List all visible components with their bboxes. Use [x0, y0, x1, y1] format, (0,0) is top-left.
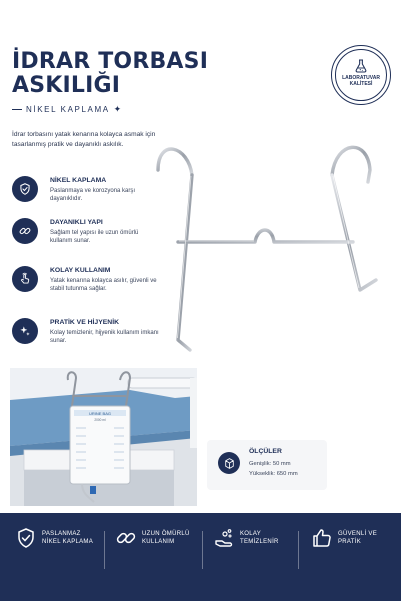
subtitle-divider [12, 109, 22, 110]
feature-durable [12, 218, 162, 268]
bag-label: URINE BAG [88, 411, 112, 416]
thumbs-up-icon [310, 526, 334, 550]
sparkle-icon: ✦ [113, 103, 122, 114]
shield-check-icon [14, 526, 38, 550]
feature-title: KOLAY KULLANIM [50, 267, 111, 274]
feature-easy-use [12, 266, 162, 316]
page-title [12, 50, 232, 98]
footer-label: UZUN ÖMÜRLÜ KULLANIM [142, 531, 190, 545]
bag-capacity: 2000 ml [94, 418, 106, 422]
feature-desc: Yatak kenarına kolayca asılır, güvenli ve stabil tutunma sağlar. [50, 278, 157, 293]
subtitle-row [12, 103, 132, 115]
footer-separator [104, 531, 105, 569]
hanger-product-image [150, 130, 400, 355]
dimensions-card [207, 440, 327, 490]
footer-separator [202, 531, 203, 569]
badge-line-1: LABORATUVAR [342, 74, 380, 81]
hand-wash-icon [212, 526, 236, 550]
shield-check-icon [12, 176, 38, 202]
link-icon [12, 218, 38, 244]
link-icon [114, 526, 138, 550]
hospital-bed-photo [10, 368, 197, 506]
footer-item-durable [114, 523, 190, 593]
footer-label: PASLANMAZ NİKEL KAPLAMA [42, 531, 94, 545]
feature-title: PRATİK VE HİJYENİK [50, 319, 119, 326]
cube-icon [218, 452, 240, 474]
title-line-1: İDRAR TORBASI [12, 49, 209, 74]
feature-title: NİKEL KAPLAMA [50, 177, 107, 184]
footer-label: GÜVENLİ VE PRATİK [338, 531, 378, 545]
hospital-bed-illustration [10, 368, 197, 506]
sparkles-icon [12, 318, 38, 344]
footer-item-safe [310, 523, 386, 593]
badge-line-2: KALİTESİ [349, 80, 373, 87]
feature-desc: Sağlam tel yapısı ile uzun ömürlü kullanım sunar. [50, 230, 139, 245]
footer-bar [0, 513, 401, 601]
feature-title: DAYANIKLI YAPI [50, 219, 103, 226]
footer-item-easy-clean [212, 523, 288, 593]
dimension-width: Genişlik: 50 mm [249, 461, 291, 467]
footer-separator [298, 531, 299, 569]
hand-tap-icon [12, 266, 38, 292]
feature-desc: Paslanmaya ve korozyona karşı dayanıklıdır. [50, 188, 136, 203]
lab-quality-badge [331, 45, 391, 105]
feature-desc: Kolay temizlenir, hijyenik kullanım imkanı sunar. [50, 330, 159, 345]
dimensions-title: ÖLÇÜLER [249, 448, 282, 455]
badge-inner-ring [335, 49, 387, 101]
feature-hygienic [12, 318, 162, 368]
subtitle: NİKEL KAPLAMA [26, 104, 110, 114]
title-line-2: ASKILIĞI [12, 73, 121, 98]
dimension-height: Yükseklik: 650 mm [249, 471, 298, 477]
intro-text: İdrar torbasını yatak kenarına kolayca asmak için tasarlanmış pratik ve dayanıklı askılık. [12, 131, 156, 148]
footer-label: KOLAY TEMİZLENİR [240, 531, 279, 545]
footer-item-nickel [14, 523, 94, 593]
